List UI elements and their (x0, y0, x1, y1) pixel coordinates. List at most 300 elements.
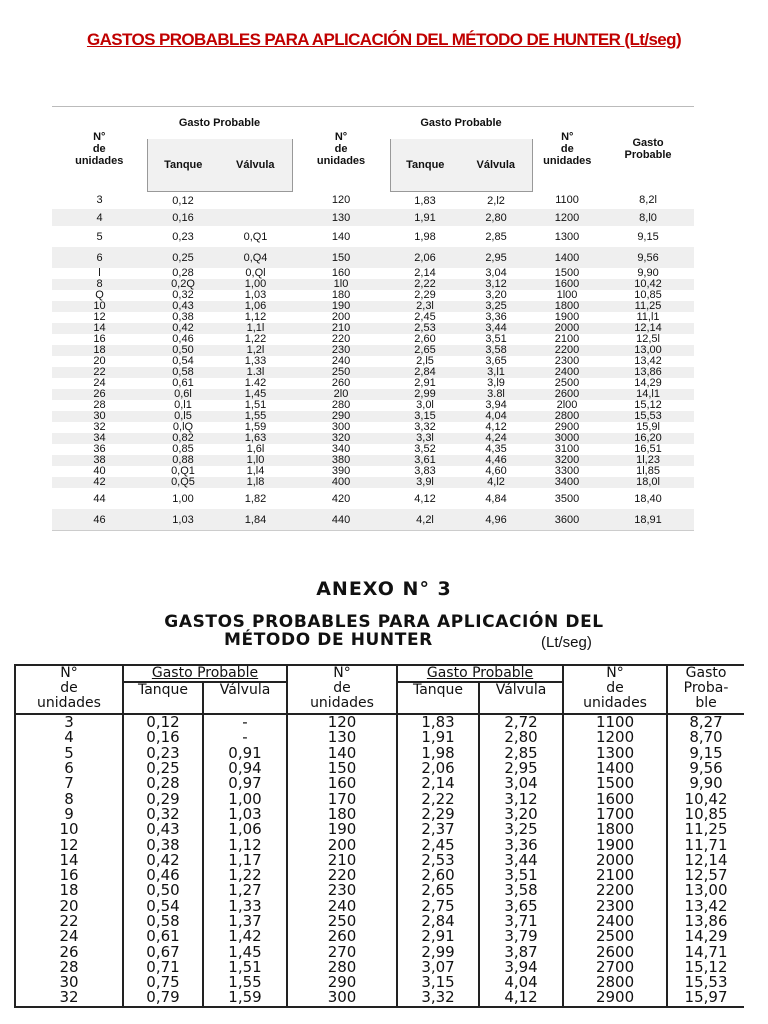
gasto-header-line2: Proba- (683, 680, 729, 696)
cell-units-b: 240 (287, 899, 397, 914)
cell-tanque-a: 0,50 (123, 883, 203, 898)
table-row (52, 345, 694, 356)
cell-tanque-a: 0,88 (147, 455, 219, 466)
units-header-line3: unidades (316, 155, 366, 168)
cell-gasto-c: 14,l1 (602, 389, 694, 400)
cell-tanque-a: 0,50 (147, 345, 219, 356)
cell-units-b: 250 (292, 367, 390, 378)
cell-valvula-b: 2,95 (479, 761, 563, 776)
cell-units-a: l (98, 267, 101, 279)
hunter-table-2 (14, 664, 744, 1008)
cell-tanque-a: 0,32 (123, 807, 203, 822)
cell-valvula-b: 3,58 (460, 345, 532, 356)
cell-valvula-b: 3,l9 (487, 377, 505, 389)
cell-tanque-a: 0,12 (123, 714, 203, 730)
cell-units-c: 1100 (555, 194, 579, 207)
cell-units-c: 2400 (532, 367, 602, 378)
units-header (287, 665, 397, 714)
cell-valvula-b: 2,80 (479, 730, 563, 745)
cell-tanque-b: 3,83 (414, 465, 436, 477)
cell-valvula-b: 4,96 (460, 509, 532, 531)
cell-tanque-a: 0,l5 (147, 411, 219, 422)
cell-tanque-a: 0,lQ (172, 421, 194, 433)
table-row (52, 455, 694, 466)
cell-units-b: 160 (287, 776, 397, 791)
table-row (52, 411, 694, 422)
cell-units-c: 1400 (563, 761, 667, 776)
cell-tanque-b: 3,32 (414, 421, 436, 433)
table-row (52, 466, 694, 477)
cell-valvula-b: 3,79 (479, 929, 563, 944)
cell-tanque-b: 3,15 (390, 411, 460, 422)
cell-gasto-c: 13,86 (602, 367, 694, 378)
cell-units-a: 14 (15, 853, 123, 868)
hunter-table-1 (52, 106, 694, 531)
units-header-line1: N° (606, 665, 624, 681)
cell-tanque-b: 2,53 (397, 853, 479, 868)
cell-tanque-b: 1,83 (397, 714, 479, 730)
tanque-header: Tanque (147, 139, 219, 192)
table-row (52, 422, 694, 433)
cell-gasto-c: 18,91 (602, 509, 694, 531)
cell-tanque-a: 0,23 (172, 230, 194, 243)
cell-units-c: 2900 (554, 421, 580, 433)
cell-units-a: 44 (93, 492, 106, 505)
cell-units-b: 270 (287, 944, 397, 959)
hunter-table-2-body (15, 714, 744, 1007)
cell-valvula-a: 1,l8 (219, 477, 292, 488)
cell-tanque-b: 1,83 (414, 194, 436, 207)
cell-tanque-b: 2,84 (390, 367, 460, 378)
table-row (15, 730, 744, 745)
cell-valvula-a: 1,12 (244, 311, 267, 323)
cell-units-c: 1400 (532, 247, 602, 268)
tanque-header: Tanque (390, 139, 460, 192)
cell-units-c: 2000 (532, 323, 602, 334)
cell-gasto-c: 14,71 (667, 944, 744, 959)
cell-valvula-b: 3.8l (460, 389, 532, 400)
cell-valvula-b: 2,72 (479, 714, 563, 730)
cell-valvula-a (219, 209, 292, 226)
cell-valvula-a: 1,1l (219, 323, 292, 334)
cell-units-b: 150 (287, 761, 397, 776)
cell-tanque-a: 0,54 (123, 899, 203, 914)
cell-valvula-a: 1,59 (203, 990, 287, 1006)
cell-gasto-c: 14,29 (667, 929, 744, 944)
cell-tanque-b: 2,3l (390, 301, 460, 312)
cell-units-c: 1300 (563, 746, 667, 761)
table-row (15, 990, 744, 1006)
cell-valvula-b: 3,71 (479, 914, 563, 929)
section2-title-line1: GASTOS PROBABLES PARA APLICACIÓN DEL (164, 612, 604, 632)
cell-units-c: 1900 (554, 311, 580, 323)
cell-units-a: 38 (52, 455, 147, 466)
cell-units-b: 130 (287, 730, 397, 745)
cell-tanque-b: 1,98 (414, 230, 436, 243)
table-row (52, 226, 694, 247)
cell-units-c: 1500 (563, 776, 667, 791)
units-header (292, 107, 390, 192)
cell-gasto-c: 10,85 (634, 289, 662, 301)
units-header-line3: unidades (310, 695, 374, 711)
gasto-header-line3: ble (695, 695, 717, 711)
cell-units-b: 210 (292, 323, 390, 334)
cell-tanque-a: 0,28 (172, 267, 194, 279)
cell-units-a: 5 (15, 746, 123, 761)
cell-valvula-b: 3,44 (460, 323, 532, 334)
cell-tanque-b: 3,15 (397, 975, 479, 990)
units-header (563, 665, 667, 714)
cell-units-a: 28 (15, 960, 123, 975)
cell-tanque-a: 0,23 (123, 746, 203, 761)
cell-units-c: 3200 (532, 455, 602, 466)
cell-tanque-a: 0,32 (172, 289, 194, 301)
cell-valvula-a: 1,06 (203, 822, 287, 837)
cell-tanque-b: 2,65 (390, 345, 460, 356)
units-header-line2: de (560, 143, 574, 156)
cell-valvula-b: 3,25 (460, 301, 532, 312)
cell-valvula-b: 3,65 (485, 355, 507, 367)
cell-valvula-a: 1,22 (244, 333, 267, 345)
cell-valvula-b: 3,04 (485, 267, 507, 279)
units-header-line2: de (333, 680, 351, 696)
cell-units-c: 3100 (554, 443, 580, 455)
valvula-header: Válvula (479, 682, 563, 714)
hunter-table-1-body (52, 192, 694, 531)
cell-valvula-b: 4,04 (479, 975, 563, 990)
cell-gasto-c: 9,90 (667, 776, 744, 791)
cell-units-b: 440 (292, 509, 390, 531)
cell-units-a: Q (95, 289, 104, 301)
units-header-line1: N° (93, 131, 106, 144)
cell-units-b: 390 (331, 465, 351, 477)
cell-valvula-b: 3,94 (479, 960, 563, 975)
cell-units-c: 2300 (563, 899, 667, 914)
cell-tanque-b: 2,65 (397, 883, 479, 898)
cell-tanque-a: 0,61 (123, 929, 203, 944)
cell-units-a: 9 (15, 807, 123, 822)
cell-units-b: 1l0 (292, 279, 390, 290)
cell-units-b: 120 (331, 194, 351, 207)
cell-valvula-a: 1.3l (219, 367, 292, 378)
cell-units-b: 210 (287, 853, 397, 868)
cell-valvula-a: - (203, 730, 287, 745)
cell-tanque-a: 0,61 (172, 377, 194, 389)
table-row (52, 509, 694, 531)
cell-units-c: 1300 (554, 230, 580, 243)
units-header-line2: de (60, 680, 78, 696)
cell-units-b: 130 (292, 209, 390, 226)
cell-tanque-a: 0,16 (147, 209, 219, 226)
cell-tanque-a: 0,2Q (147, 279, 219, 290)
cell-units-a: 36 (93, 443, 106, 455)
cell-gasto-c: 8,70 (667, 730, 744, 745)
tanque-header: Tanque (397, 682, 479, 714)
cell-valvula-a: 1,l0 (219, 455, 292, 466)
cell-units-b: 340 (331, 443, 351, 455)
cell-gasto-c: 9,56 (602, 247, 694, 268)
cell-gasto-c: 11,25 (602, 301, 694, 312)
cell-units-c: 1600 (563, 791, 667, 806)
cell-units-a: 26 (15, 944, 123, 959)
table-row (52, 444, 694, 455)
cell-valvula-a: 0,91 (203, 746, 287, 761)
cell-gasto-c: 13,00 (667, 883, 744, 898)
table-row (15, 899, 744, 914)
cell-gasto-c: 12,57 (667, 868, 744, 883)
cell-valvula-a: 1,06 (219, 301, 292, 312)
cell-tanque-a: 0,46 (123, 868, 203, 883)
hunter-table-2-container (14, 664, 744, 1024)
cell-tanque-a: 0,38 (123, 837, 203, 852)
cell-tanque-b: 3,0l (416, 399, 434, 411)
cell-valvula-a: 0,97 (203, 776, 287, 791)
cell-units-b: 260 (331, 377, 351, 389)
cell-tanque-a: 0,25 (147, 247, 219, 268)
cell-tanque-b: 2,99 (397, 944, 479, 959)
cell-gasto-c: 9,90 (637, 267, 659, 279)
section2-title-line2: MÉTODO DE HUNTER (224, 630, 433, 650)
cell-tanque-b: 2,91 (397, 929, 479, 944)
cell-tanque-a: 0,67 (123, 944, 203, 959)
cell-valvula-a: 1,63 (219, 433, 292, 444)
cell-gasto-c: 14,29 (634, 377, 662, 389)
cell-gasto-c: 15,9l (636, 421, 660, 433)
units-header-line3: unidades (583, 695, 647, 711)
cell-tanque-a: 0,42 (123, 853, 203, 868)
cell-units-b: 150 (292, 247, 390, 268)
cell-gasto-c: 13,42 (634, 355, 662, 367)
cell-tanque-b: 2,60 (397, 868, 479, 883)
hunter-table-1-container (52, 106, 694, 531)
cell-units-a: 18 (15, 883, 123, 898)
cell-units-c: 1200 (532, 209, 602, 226)
cell-tanque-b: 2,14 (397, 776, 479, 791)
cell-tanque-a: 0,75 (123, 975, 203, 990)
cell-units-a: 20 (93, 355, 106, 367)
cell-units-c: 2800 (563, 975, 667, 990)
cell-units-a: 3 (15, 714, 123, 730)
table-row (52, 209, 694, 226)
cell-tanque-b: 3,52 (414, 443, 436, 455)
cell-tanque-a: 0,38 (172, 311, 194, 323)
cell-valvula-b: 2,80 (460, 209, 532, 226)
cell-gasto-c: 8,l0 (602, 209, 694, 226)
cell-tanque-b: 2,14 (414, 267, 436, 279)
gasto-probable-header: Gasto Probable (123, 665, 287, 682)
cell-tanque-b: 4,12 (414, 492, 436, 505)
cell-tanque-a: 0,54 (172, 355, 194, 367)
cell-units-a: 22 (15, 914, 123, 929)
cell-units-c: 2700 (563, 960, 667, 975)
units-header-line2: de (92, 143, 106, 156)
cell-valvula-b: 2,85 (485, 230, 507, 243)
cell-valvula-b: 4,60 (485, 465, 507, 477)
cell-units-c: 2l00 (556, 399, 578, 411)
cell-tanque-b: 2,45 (397, 837, 479, 852)
cell-valvula-a: 1,82 (244, 492, 267, 505)
units-header-line1: N° (333, 665, 351, 681)
cell-tanque-b: 2,60 (414, 333, 436, 345)
table-row (15, 975, 744, 990)
cell-tanque-b: 2,06 (397, 761, 479, 776)
cell-gasto-c: 9,15 (637, 230, 659, 243)
cell-tanque-a: 0,58 (123, 914, 203, 929)
cell-valvula-b: 4,24 (460, 433, 532, 444)
cell-valvula-a: 1,2l (219, 345, 292, 356)
cell-units-a: 42 (52, 477, 147, 488)
cell-units-a: 6 (52, 247, 147, 268)
cell-valvula-b: 3,51 (485, 333, 507, 345)
table-row (15, 791, 744, 806)
cell-units-a: 32 (15, 990, 123, 1006)
cell-valvula-b: 4,46 (460, 455, 532, 466)
cell-units-c: 1800 (563, 822, 667, 837)
cell-valvula-a: 1,22 (203, 868, 287, 883)
table-row (52, 301, 694, 312)
valvula-header: Válvula (219, 139, 292, 192)
valvula-header: Válvula (203, 682, 287, 714)
cell-gasto-c: 11,71 (667, 837, 744, 852)
table-row (15, 853, 744, 868)
cell-units-c: 1600 (532, 279, 602, 290)
cell-gasto-c: 1l,85 (636, 465, 660, 477)
cell-units-b: 290 (292, 411, 390, 422)
cell-units-c: 3000 (532, 433, 602, 444)
cell-units-c: 2300 (554, 355, 580, 367)
cell-units-a: 7 (15, 776, 123, 791)
cell-units-a: 32 (93, 421, 106, 433)
table-row (15, 714, 744, 730)
cell-units-a: 6 (15, 761, 123, 776)
cell-tanque-a: 0,43 (123, 822, 203, 837)
cell-valvula-a: - (203, 714, 287, 730)
cell-units-c: 2200 (563, 883, 667, 898)
cell-units-b: 120 (287, 714, 397, 730)
cell-tanque-a: 0,Q5 (147, 477, 219, 488)
cell-units-b: 290 (287, 975, 397, 990)
table-row (52, 378, 694, 389)
table-row (52, 247, 694, 268)
cell-valvula-b: 3,25 (479, 822, 563, 837)
units-header-line3: unidades (75, 155, 124, 168)
cell-tanque-b: 2,22 (397, 791, 479, 806)
cell-units-c: 3600 (532, 509, 602, 531)
cell-valvula-a: 1,6l (246, 443, 265, 455)
cell-units-b: 230 (292, 345, 390, 356)
tanque-header: Tanque (123, 682, 203, 714)
cell-gasto-c: 15,53 (667, 975, 744, 990)
table-row (52, 323, 694, 334)
cell-tanque-a: 0,46 (172, 333, 194, 345)
cell-valvula-b: 2,95 (460, 247, 532, 268)
cell-units-c: 2400 (563, 914, 667, 929)
cell-valvula-a: 0,Q4 (219, 247, 292, 268)
cell-tanque-a: 0,85 (172, 443, 194, 455)
cell-valvula-b: 3,58 (479, 883, 563, 898)
cell-valvula-b: 3,44 (479, 853, 563, 868)
cell-units-b: 170 (287, 791, 397, 806)
cell-units-c: 1700 (563, 807, 667, 822)
cell-valvula-a: 1,51 (244, 399, 267, 411)
units-header (15, 665, 123, 714)
cell-units-a: 24 (15, 929, 123, 944)
table-row (15, 822, 744, 837)
cell-units-a: 10 (52, 301, 147, 312)
cell-tanque-a: 0,28 (123, 776, 203, 791)
cell-tanque-a: 1,03 (147, 509, 219, 531)
table-row (52, 488, 694, 509)
cell-valvula-b: 4,12 (479, 990, 563, 1006)
cell-gasto-c: 18,40 (634, 492, 662, 505)
cell-units-a: 16 (15, 868, 123, 883)
cell-valvula-a: 1,03 (244, 289, 267, 301)
cell-tanque-b: 1,98 (397, 746, 479, 761)
cell-valvula-a: 1,42 (203, 929, 287, 944)
cell-gasto-c: 16,20 (602, 433, 694, 444)
table-row (15, 837, 744, 852)
cell-units-c: 1500 (554, 267, 580, 279)
cell-gasto-c: 8,27 (667, 714, 744, 730)
cell-tanque-a: 0,l1 (174, 399, 192, 411)
table-row (15, 960, 744, 975)
cell-tanque-b: 2,91 (414, 377, 436, 389)
cell-gasto-c: 10,85 (667, 807, 744, 822)
gasto-probable-header (667, 665, 744, 714)
cell-gasto-c: 13,86 (667, 914, 744, 929)
cell-gasto-c: 13,42 (667, 899, 744, 914)
cell-valvula-b: 3,36 (479, 837, 563, 852)
cell-units-a: 28 (93, 399, 106, 411)
cell-units-b: 300 (287, 990, 397, 1006)
cell-units-c: 3400 (532, 477, 602, 488)
cell-tanque-a: 0,71 (123, 960, 203, 975)
cell-tanque-b: 2,06 (390, 247, 460, 268)
gasto-header-line1: Gasto (685, 665, 727, 681)
cell-valvula-a: 1,l4 (246, 465, 265, 477)
cell-tanque-b: 2,99 (390, 389, 460, 400)
units-header-line2: de (334, 143, 348, 156)
cell-units-b: 250 (287, 914, 397, 929)
cell-units-a: 30 (52, 411, 147, 422)
cell-tanque-a: 0,25 (123, 761, 203, 776)
cell-units-b: 190 (292, 301, 390, 312)
cell-gasto-c: 15,53 (602, 411, 694, 422)
table-row (15, 807, 744, 822)
cell-units-b: 140 (287, 746, 397, 761)
cell-tanque-b: 3,61 (390, 455, 460, 466)
cell-units-a: 40 (93, 465, 106, 477)
table-row (52, 312, 694, 323)
cell-gasto-c: 15,97 (667, 990, 744, 1006)
cell-units-c: 1l00 (556, 289, 578, 301)
cell-units-b: 220 (287, 868, 397, 883)
cell-tanque-b: 2,53 (390, 323, 460, 334)
cell-gasto-c: 12,14 (667, 853, 744, 868)
cell-units-c: 2500 (563, 929, 667, 944)
cell-tanque-b: 2,l5 (416, 355, 434, 367)
cell-valvula-a: 1,17 (203, 853, 287, 868)
table-row (52, 268, 694, 279)
cell-units-b: 180 (287, 807, 397, 822)
cell-valvula-a: 1,55 (203, 975, 287, 990)
table-row (15, 914, 744, 929)
valvula-header: Válvula (460, 139, 532, 192)
cell-units-b: 190 (287, 822, 397, 837)
cell-units-a: 22 (52, 367, 147, 378)
cell-tanque-a: 1,00 (172, 492, 194, 505)
cell-gasto-c: 9,15 (667, 746, 744, 761)
